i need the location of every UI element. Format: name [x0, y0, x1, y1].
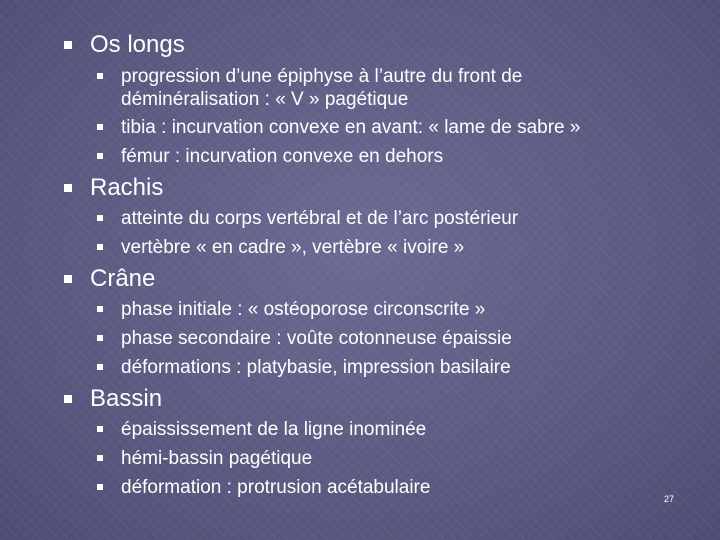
list-item-text: fémur : incurvation convexe en dehors — [121, 146, 444, 167]
list-item-text: phase secondaire : voûte cotonneuse épaissie — [121, 328, 512, 349]
square-bullet-icon — [64, 184, 72, 192]
list-item-text: progression d’une épiphyse à l’autre du front de — [121, 66, 523, 87]
list-item-text: phase initiale : « ostéoporose circonscrite » — [121, 299, 486, 320]
square-bullet-icon — [97, 306, 103, 312]
square-bullet-icon — [97, 244, 103, 250]
list-item-text: hémi-bassin pagétique — [121, 448, 313, 469]
list-item-text: tibia : incurvation convexe en avant: « lame de sabre » — [121, 117, 581, 138]
section-heading-text: Rachis — [90, 174, 164, 201]
square-bullet-icon — [97, 124, 103, 130]
square-bullet-icon — [64, 275, 72, 283]
list-item-text: vertèbre « en cadre », vertèbre « ivoire » — [121, 237, 465, 258]
list-item-text: déminéralisation : « V » pagétique — [121, 89, 409, 110]
section-heading-text: Os longs — [90, 31, 185, 58]
section-heading-text: Bassin — [90, 385, 163, 412]
square-bullet-icon — [64, 41, 72, 49]
page-number: 27 — [664, 494, 675, 504]
square-bullet-icon — [97, 455, 103, 461]
section-heading-text: Crâne — [90, 265, 156, 292]
list-item-text: déformation : protrusion acétabulaire — [121, 477, 431, 498]
square-bullet-icon — [97, 153, 103, 159]
list-item-text: déformations : platybasie, impression basilaire — [121, 357, 511, 378]
square-bullet-icon — [97, 484, 103, 490]
square-bullet-icon — [97, 426, 103, 432]
square-bullet-icon — [97, 73, 103, 79]
square-bullet-icon — [97, 364, 103, 370]
square-bullet-icon — [64, 395, 72, 403]
list-item-text: épaississement de la ligne inominée — [121, 419, 427, 440]
square-bullet-icon — [97, 215, 103, 221]
square-bullet-icon — [97, 335, 103, 341]
list-item-text: atteinte du corps vertébral et de l’arc postérieur — [121, 208, 519, 229]
